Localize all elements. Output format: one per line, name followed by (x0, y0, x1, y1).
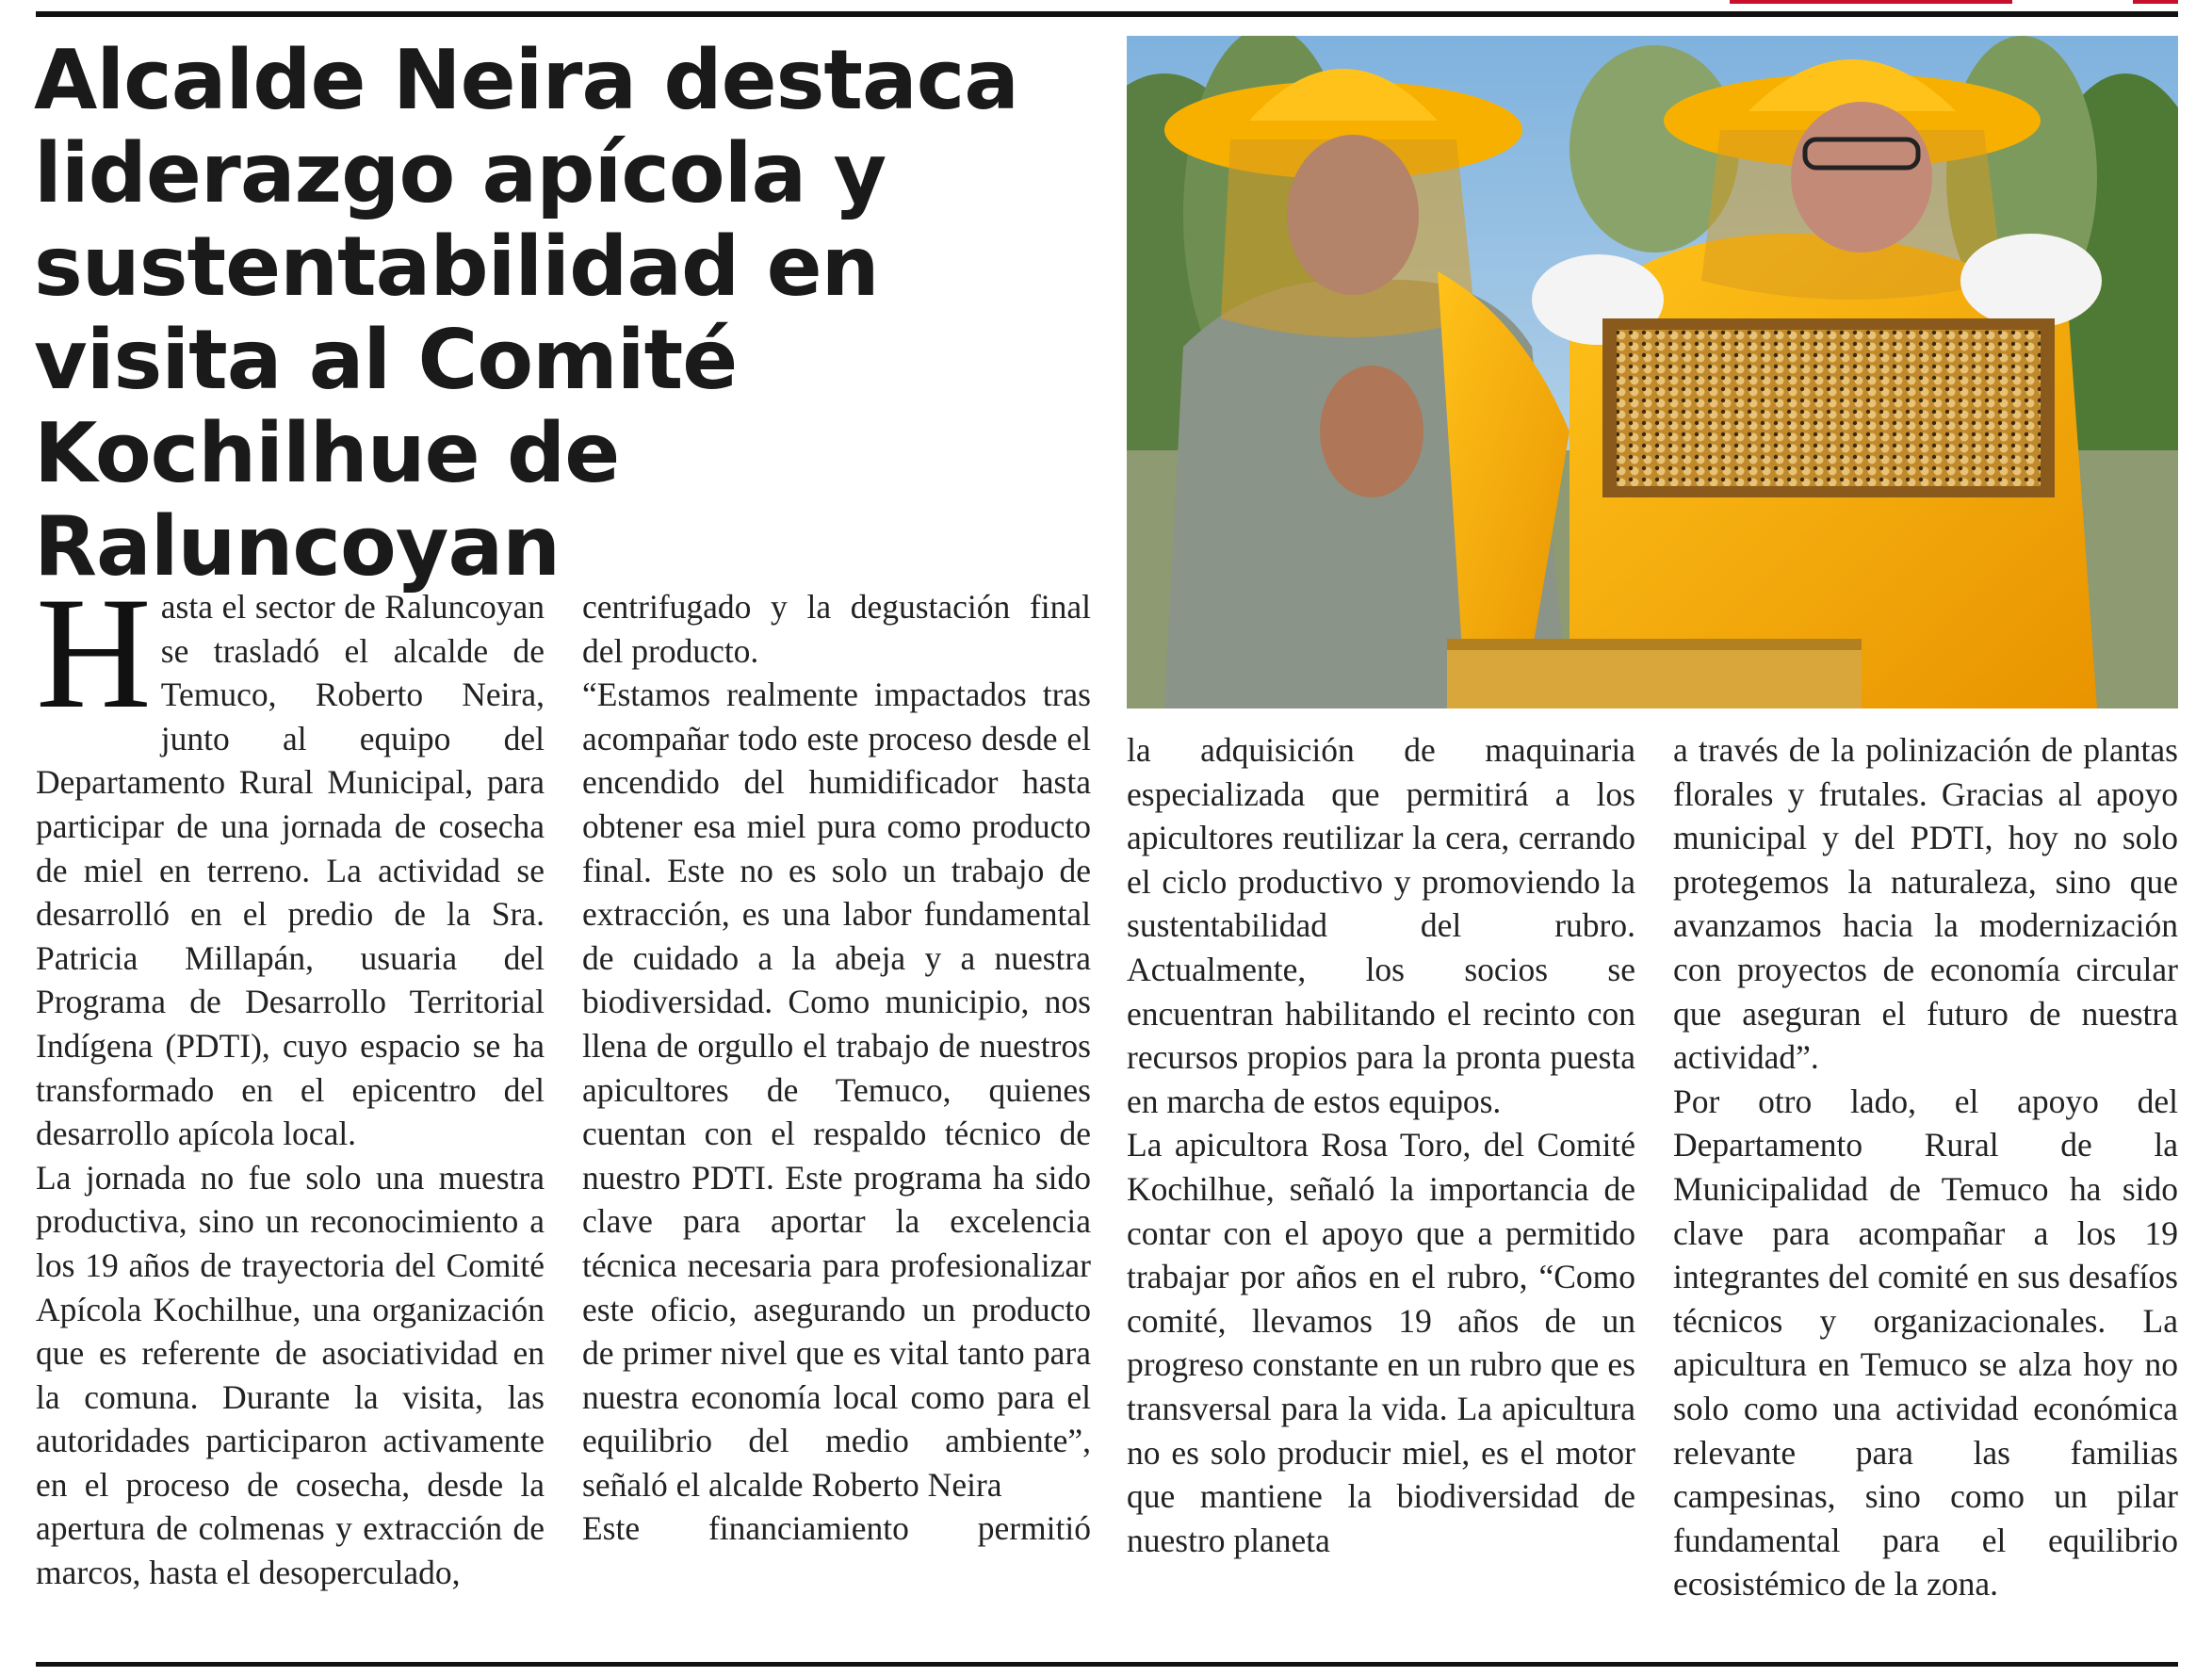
paragraph: centrifugado y la degustación final del producto. (582, 588, 1091, 670)
bottom-rule (36, 1662, 2178, 1667)
headline: Alcalde Neira destaca liderazgo apícola y sustentabilidad en visita al Comité Kochilhue de Raluncoyan (34, 32, 1019, 594)
paragraph: la adquisición de maquinaria especializada que permitirá a los apicultores reutilizar la cera, cerrando el ciclo productivo y promoviendo la sustentabilidad del rubro. Actualmente, los socios se encuentran habilitando el recinto con recursos propios para la pronta puesta en marcha de estos equipos. (1127, 731, 1635, 1120)
paragraph: La apicultora Rosa Toro, del Comité Kochilhue, señaló la importancia de contar con el apoyo que a permitido trabajar por años en el rubro, “Como comité, llevamos 19 años de un progreso constante en un rubro que es transversal para la vida. La apicultura no es solo producir miel, es el motor que mantiene la biodiversidad de nuestro planeta (1127, 1126, 1635, 1559)
top-accent-bar-small (2133, 0, 2178, 4)
article-column-3 (1127, 728, 1635, 1562)
paragraph-text: asta el sector de Raluncoyan se trasladó el alcalde de Temuco, Roberto Neira, junto al equipo del Departamento Rural Municipal, para participar de una jornada de cosecha de miel en terreno. La actividad se desarrolló en el predio de la Sra. Patricia Millapán, usuaria del Programa de Desarrollo Territorial Indígena (PDTI), cuyo espacio se ha transformado en el epicentro del desarrollo apícola local. (36, 588, 545, 1153)
top-rule (36, 11, 2178, 17)
paragraph: a través de la polinización de plantas florales y frutales. Gracias al apoyo municipal y del PDTI, hoy no solo protegemos la naturaleza, sino que avanzamos hacia la modernización con proyectos de economía circular que aseguran el futuro de nuestra actividad”. (1673, 731, 2178, 1077)
paragraph: Este financiamiento permitió (582, 1509, 1091, 1548)
paragraph: La jornada no fue solo una muestra productiva, sino un reconocimiento a los 19 años de trayectoria del Comité Apícola Kochilhue, una organización que es referente de asociatividad en la comuna. Durante la visita, las autoridades participaron activamente en el proceso de cosecha, desde la apertura de colmenas y extracción de marcos, hasta el desoperculado, (36, 1158, 545, 1592)
beekeepers-photo (1127, 36, 2178, 708)
article-column-2 (582, 585, 1091, 1551)
paragraph: “Estamos realmente impactados tras acompañar todo este proceso desde el encendido del humidificador hasta obtener esa miel pura como producto final. Este no es solo un trabajo de extracción, es una labor fundamental de cuidado a la abeja y a nuestra biodiversidad. Como municipio, nos llena de orgullo el trabajo de nuestros apicultores de Temuco, quienes cuentan con el respaldo técnico de nuestro PDTI. Este programa ha sido clave para aportar la excelencia técnica necesaria para profesionalizar este oficio, asegurando un producto de primer nivel que es vital tanto para nuestra economía local como para el equilibrio del medio ambiente”, señaló el alcalde Roberto Neira (582, 676, 1091, 1504)
paragraph: Por otro lado, el apoyo del Departamento Rural de la Municipalidad de Temuco ha sido clave para acompañar a los 19 integrantes del comité en sus desafíos técnicos y organizacionales. La apicultura en Temuco se alza hoy no solo como una actividad económica relevante para las familias campesinas, sino como un pilar fundamental para el equilibrio ecosistémico de la zona. (1673, 1082, 2178, 1604)
top-accent-bar (1730, 0, 2012, 4)
article-column-4 (1673, 728, 2178, 1606)
drop-cap: H (36, 564, 152, 741)
article-column-1 (36, 564, 545, 1595)
paragraph (36, 564, 545, 1156)
